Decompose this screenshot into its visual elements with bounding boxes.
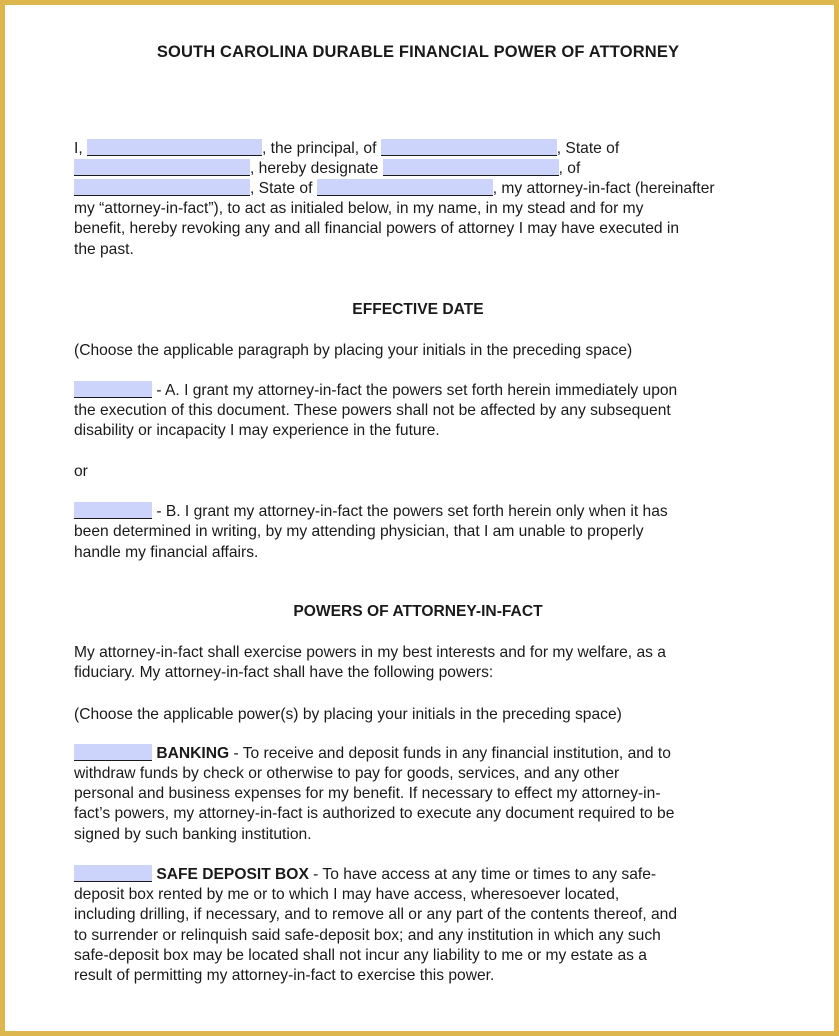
banking-line-2: withdraw funds by check or otherwise to pay for goods, services, and any other — [74, 765, 620, 782]
document-title: SOUTH CAROLINA DURABLE FINANCIAL POWER OF ATTORNEY — [156, 43, 680, 61]
effective-date-heading: EFFECTIVE DATE — [352, 301, 484, 318]
safe-deposit-line-2: deposit box rented by me or to which I may have access, wheresoever located, — [74, 886, 620, 903]
principal-county-field[interactable] — [381, 139, 557, 156]
or-separator: or — [74, 463, 88, 480]
option-a-initials-field[interactable] — [74, 381, 152, 398]
option-a-line-1: - A. I grant my attorney-in-fact the powers set forth herein immediately upon — [74, 381, 677, 401]
option-b-line-3: handle my financial affairs. — [74, 544, 259, 561]
banking-line-1: BANKING - To receive and deposit funds in any financial institution, and to — [74, 744, 671, 764]
safe-deposit-line-4: to surrender or relinquish said safe-deposit box; and any institution in which any such — [74, 927, 661, 944]
agent-name-field[interactable] — [383, 159, 559, 176]
agent-county-field[interactable] — [74, 179, 250, 196]
agent-state-field[interactable] — [317, 179, 493, 196]
powers-heading: POWERS OF ATTORNEY-IN-FACT — [293, 603, 543, 620]
option-a-line-2: the execution of this document. These powers shall not be affected by any subsequent — [74, 402, 671, 419]
powers-intro-line-1: My attorney-in-fact shall exercise powers in my best interests and for my welfare, as a — [74, 644, 666, 661]
option-b-line-2: been determined in writing, by my attending physician, that I am unable to properly — [74, 523, 644, 540]
safe-deposit-line-1: SAFE DEPOSIT BOX - To have access at any time or times to any safe- — [74, 865, 656, 885]
safe-deposit-initials-field[interactable] — [74, 865, 152, 882]
principal-state-field[interactable] — [74, 159, 250, 176]
banking-line-4: fact’s powers, my attorney-in-fact is authorized to execute any document required to be — [74, 805, 675, 822]
intro-line-3: , State of , my attorney-in-fact (hereinafter — [74, 179, 715, 199]
principal-name-field[interactable] — [87, 139, 262, 156]
intro-line-4: my “attorney-in-fact”), to act as initialed below, in my name, in my stead and for my — [74, 200, 644, 217]
banking-label: BANKING — [156, 745, 230, 762]
intro-line-6: the past. — [74, 241, 134, 258]
safe-deposit-line-6: result of permitting my attorney-in-fact to exercise this power. — [74, 967, 495, 984]
safe-deposit-line-3: including drilling, if necessary, and to remove all or any part of the contents thereof, and — [74, 906, 678, 923]
powers-instruction: (Choose the applicable power(s) by placing your initials in the preceding space) — [74, 706, 622, 723]
intro-line-2: , hereby designate , of — [74, 159, 580, 179]
intro-line-1: I, , the principal, of , State of — [74, 140, 620, 157]
banking-line-5: signed by such banking institution. — [74, 826, 312, 843]
effective-date-instruction: (Choose the applicable paragraph by placing your initials in the preceding space) — [74, 342, 633, 359]
banking-line-3: personal and business expenses for my benefit. If necessary to effect my attorney-in- — [74, 785, 661, 802]
safe-deposit-line-5: safe-deposit box may be located shall not incur any liability to me or my estate as a — [74, 947, 647, 964]
safe-deposit-label: SAFE DEPOSIT BOX — [156, 866, 309, 883]
option-b-line-1: - B. I grant my attorney-in-fact the powers set forth herein only when it has — [74, 502, 668, 522]
option-a-line-3: disability or incapacity I may experience in the future. — [74, 422, 440, 439]
banking-initials-field[interactable] — [74, 744, 152, 761]
intro-line-5: benefit, hereby revoking any and all financial powers of attorney I may have executed in — [74, 220, 680, 237]
powers-intro-line-2: fiduciary. My attorney-in-fact shall have the following powers: — [74, 664, 494, 681]
option-b-initials-field[interactable] — [74, 502, 152, 519]
